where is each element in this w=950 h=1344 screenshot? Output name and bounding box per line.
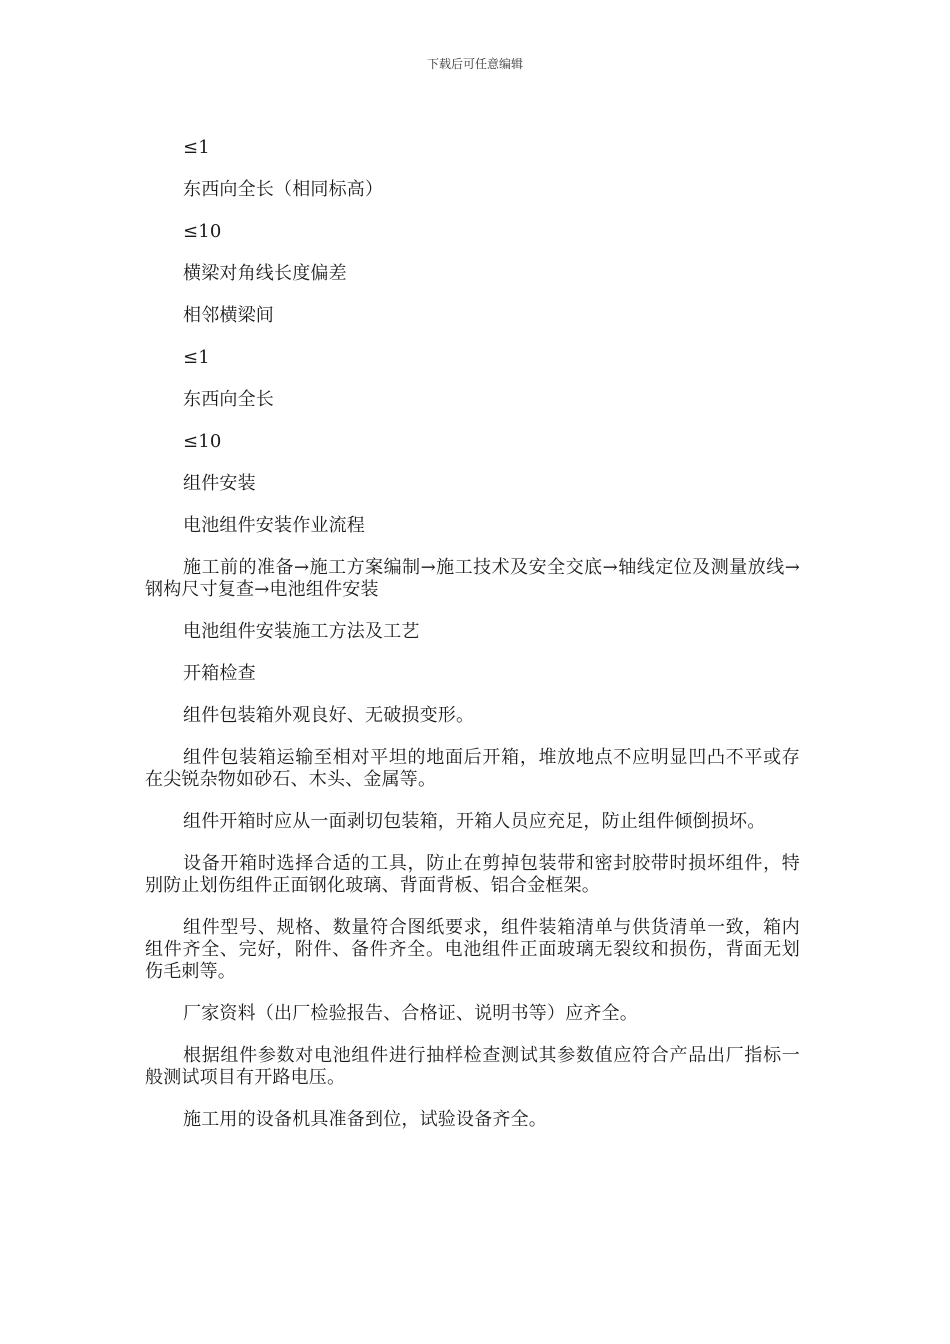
paragraph: ≤1 — [183, 347, 210, 368]
paragraph: 施工用的设备机具准备到位，试验设备齐全。 — [183, 1109, 547, 1130]
paragraph: ≤10 — [183, 431, 222, 452]
section-heading: 电池组件安装施工方法及工艺 — [183, 621, 420, 642]
section-heading: 电池组件安装作业流程 — [183, 515, 365, 536]
section-heading: 组件安装 — [183, 473, 256, 494]
paragraph: 组件包装箱外观良好、无破损变形。 — [183, 705, 475, 726]
paragraph: 东西向全长 — [183, 389, 274, 410]
paragraph: 设备开箱时选择合适的工具，防止在剪掉包装带和密封胶带时损坏组件，特别防止划伤组件正面钢化玻璃、背面背板、铝合金框架。 — [145, 853, 800, 896]
paragraph: 组件型号、规格、数量符合图纸要求，组件装箱清单与供货清单一致，箱内组件齐全、完好，附件、备件齐全。电池组件正面玻璃无裂纹和损伤，背面无划伤毛刺等。 — [145, 917, 800, 982]
page-header: 下载后可任意编辑 — [426, 57, 523, 71]
paragraph: 横梁对角线长度偏差 — [183, 263, 347, 284]
paragraph: 施工前的准备→施工方案编制→施工技术及安全交底→轴线定位及测量放线→钢构尺寸复查→电池组件安装 — [145, 557, 800, 600]
paragraph: ≤1 — [183, 137, 210, 158]
section-heading: 开箱检查 — [183, 663, 256, 684]
paragraph: 组件开箱时应从一面剥切包装箱，开箱人员应充足，防止组件倾倒损坏。 — [183, 811, 766, 832]
paragraph: ≤10 — [183, 221, 222, 242]
paragraph: 厂家资料（出厂检验报告、合格证、说明书等）应齐全。 — [183, 1003, 638, 1024]
paragraph: 相邻横梁间 — [183, 305, 274, 326]
paragraph: 组件包装箱运输至相对平坦的地面后开箱，堆放地点不应明显凹凸不平或存在尖锐杂物如砂石、木头、金属等。 — [145, 747, 800, 790]
paragraph: 根据组件参数对电池组件进行抽样检查测试其参数值应符合产品出厂指标一般测试项目有开路电压。 — [145, 1045, 800, 1088]
paragraph: 东西向全长（相同标高） — [183, 179, 384, 200]
document-body — [145, 137, 800, 1151]
